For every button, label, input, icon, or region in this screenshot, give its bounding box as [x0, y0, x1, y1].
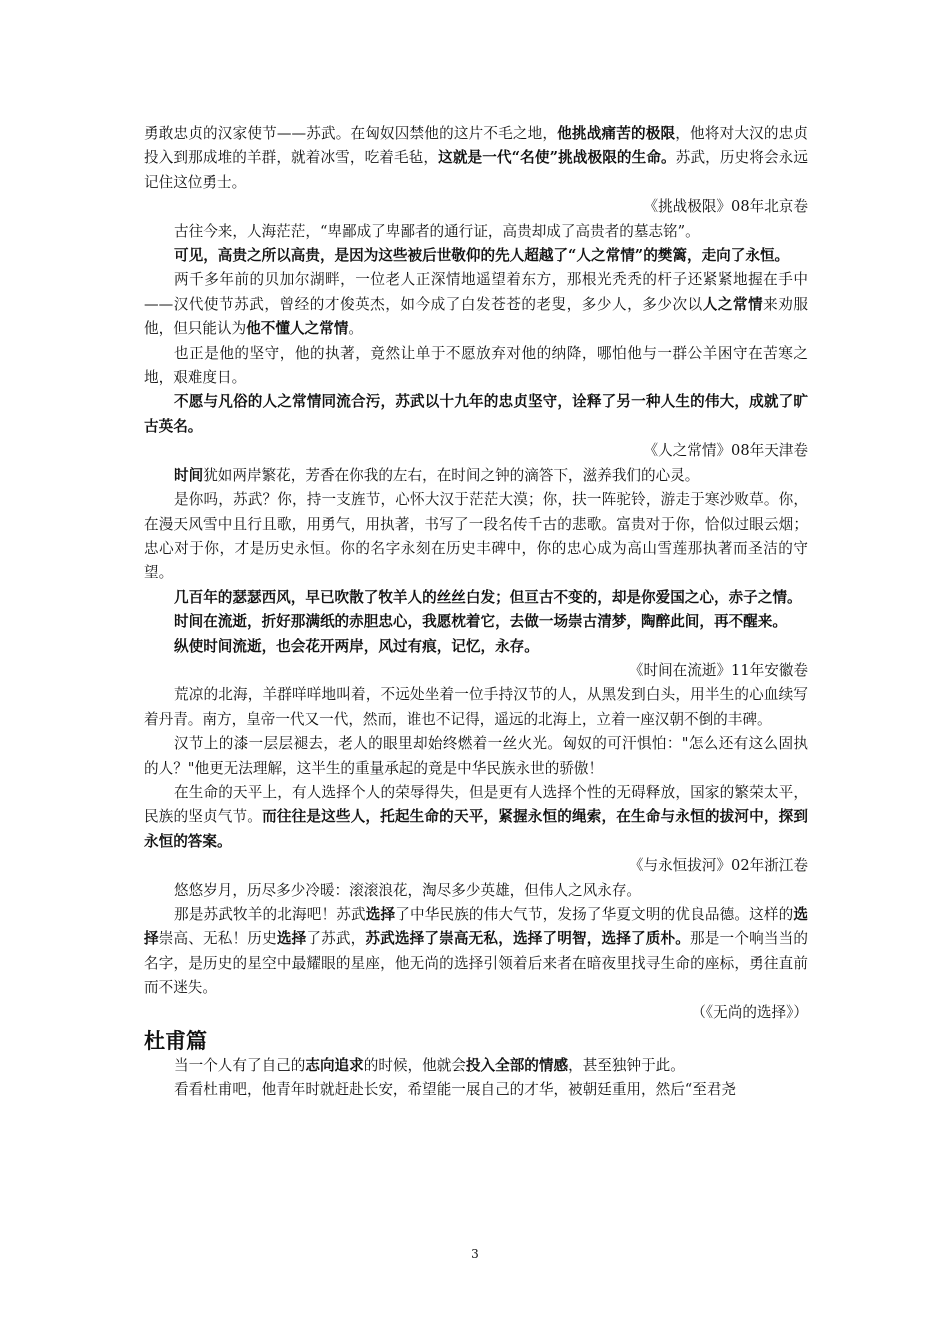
section-heading [144, 1027, 808, 1054]
paragraph [144, 635, 808, 659]
page-number: 3 [471, 1247, 479, 1261]
text-run: 在生命的天平上，有人选择个人的荣辱得失，但是更有人选择个性的无碍释放，国家的繁荣太平，民族的坚贞气节。 [144, 783, 808, 826]
paragraph [144, 879, 808, 903]
text-run: 崇高、无私！历史 [158, 930, 277, 948]
text-run: 那是一个响当当的名字，是历史的星空中最耀眼的星座，他无尚的选择引领着后来者在暗夜里找寻生命的座标，勇往直前而不迷失。 [144, 930, 808, 997]
paragraph [144, 1054, 808, 1078]
text-run: 苏武，历史将会永远记住这位勇士。 [144, 149, 808, 191]
paragraph [144, 488, 808, 586]
source-citation [144, 659, 808, 683]
bold-text-run: 纵使时间流逝，也会花开两岸，风过有痕，记忆，永存。 [174, 637, 539, 655]
bold-text-run: 可见，高贵之所以高贵，是因为这些被后世敬仰的先人超越了“人之常情”的樊篱，走向了永恒。 [174, 247, 790, 265]
source-citation [144, 439, 808, 463]
text-run: 荒凉的北海，羊群咩咩地叫着，不远处坐着一位手持汉节的人，从黑发到白头，用半生的心血续写着丹青。南方，皇帝一代又一代，然而，谁也不记得，遥远的北海上，立着一座汉朝不倒的丰碑。 [144, 686, 808, 728]
text-run: 《与永恒拔河》02年浙江卷 [628, 857, 808, 875]
text-run: 当一个人有了自己的 [174, 1057, 306, 1075]
text-run: 《挑战极限》08年北京卷 [643, 198, 808, 216]
text-run: 勇敢忠贞的汉家使节——苏武。在匈奴囚禁他的这片不毛之地， [144, 125, 558, 142]
text-run: 。 [348, 320, 363, 338]
document-body [144, 122, 808, 1103]
paragraph [144, 122, 808, 195]
text-run: 那是苏武牧羊的北海吧！苏武 [174, 906, 366, 923]
text-run: ，他将对大汉的忠贞投入到那成堆的羊群，就着冰雪，吃着毛毡， [144, 125, 808, 167]
text-run: 古往今来，人海茫茫，“卑鄙成了卑鄙者的通行证，高贵却成了高贵者的墓志铭”。 [174, 222, 700, 240]
bold-text-run: 人之常情 [702, 295, 764, 313]
bold-text-run: 他不懂人之常情 [246, 320, 349, 338]
text-run: 了中华民族的伟大气节，发扬了华夏文明的优良品德。这样的 [395, 906, 794, 923]
text-run: 看看杜甫吧，他青年时就赶赴长安，希望能一展自己的才华，被朝廷重用，然后“至君尧 [174, 1081, 737, 1099]
source-citation [144, 1001, 808, 1025]
bold-text-run: 投入全部的情感 [465, 1057, 569, 1075]
bold-text-run: 他挑战痛苦的极限 [557, 125, 676, 142]
paragraph [144, 586, 808, 610]
bold-text-run: 几百年的瑟瑟西风，早已吹散了牧羊人的丝丝白发；但亘古不变的，却是你爱国之心，赤子之情。 [174, 588, 802, 606]
paragraph [144, 220, 808, 244]
text-run: 是你吗，苏武？你，持一支旌节，心怀大汉于茫茫大漠；你，扶一阵驼铃，游走于寒沙败草。你，在漫天风雪中且行且歌，用勇气，用执著，书写了一段名传千古的悲歌。富贵对于你，恰似过眼云烟；忠心对于你，才是历史永恒。你的名字永刻在历史丰碑中，你的忠心成为高山雪莲那执著而圣洁的守望。 [144, 491, 808, 582]
text-run: 来劝服他，但只能认为 [144, 295, 808, 338]
bold-text-run: 时间 [174, 466, 204, 484]
paragraph [144, 268, 808, 341]
bold-text-run: 选择 [276, 930, 307, 948]
text-run: ，甚至独钟于此。 [568, 1057, 685, 1075]
text-run: 也正是他的坚守，他的执著，竟然让单于不愿放弃对他的纳降，哪怕他与一群公羊困守在苦寒之地，艰难度日。 [144, 344, 808, 387]
text-run: 《时间在流逝》11年安徽卷 [628, 661, 808, 679]
paragraph [144, 732, 808, 781]
paragraph [144, 683, 808, 732]
bold-text-run: 这就是一代“名使”挑战极限的生命。 [438, 149, 676, 167]
text-run: 的时候，他就会 [363, 1057, 466, 1075]
source-citation [144, 195, 808, 219]
bold-text-run: 志向追求 [305, 1057, 364, 1075]
text-run: 悠悠岁月，历尽多少冷暖：滚滚浪花，淘尽多少英雄，但伟人之风永存。 [174, 881, 642, 899]
source-citation [144, 854, 808, 878]
bold-text-run: 不愿与凡俗的人之常情同流合污，苏武以十九年的忠贞坚守，诠释了另一种人生的伟大，成就了旷古英名。 [144, 393, 808, 435]
paragraph [144, 610, 808, 634]
paragraph [144, 464, 808, 488]
paragraph [144, 903, 808, 1001]
text-run: 汉节上的漆一层层褪去，老人的眼里却始终燃着一丝火光。匈奴的可汗惧怕："怎么还有这么固执的人？"他更无法理解，这半生的重量承起的竟是中华民族永世的骄傲！ [144, 735, 808, 777]
bold-text-run: 选择 [365, 906, 396, 923]
paragraph [144, 244, 808, 268]
bold-text-run: 时间在流逝，折好那满纸的赤胆忠心，我愿枕着它，去做一场崇古清梦，陶醉此间，再不醒来。 [174, 613, 787, 631]
paragraph [144, 390, 808, 439]
text-run: 两千多年前的贝加尔湖畔，一位老人正深情地遥望着东方，那根光秃秃的杆子还紧紧地握在手中——汉代使节苏武，曾经的才俊英杰，如今成了白发苍苍的老叟，多少人，多少次以 [144, 271, 808, 313]
text-run: 了苏武， [306, 930, 366, 948]
bold-text-run: 苏武选择了崇高无私，选择了明智，选择了质朴。 [365, 930, 691, 948]
paragraph [144, 1078, 808, 1102]
bold-text-run: 而往往是这些人，托起生命的天平，紧握永恒的绳索，在生命与永恒的拔河中，探到永恒的答案。 [144, 808, 808, 850]
text-run: 杜甫篇 [144, 1028, 207, 1054]
text-run: 犹如两岸繁花，芳香在你我的左右，在时间之钟的滴答下，滋养我们的心灵。 [203, 466, 700, 484]
paragraph [144, 342, 808, 391]
text-run: 《人之常情》08年天津卷 [643, 442, 808, 460]
text-run: （《无尚的选择》） [691, 1003, 808, 1021]
bold-text-run: 选择 [144, 906, 808, 948]
paragraph [144, 781, 808, 854]
